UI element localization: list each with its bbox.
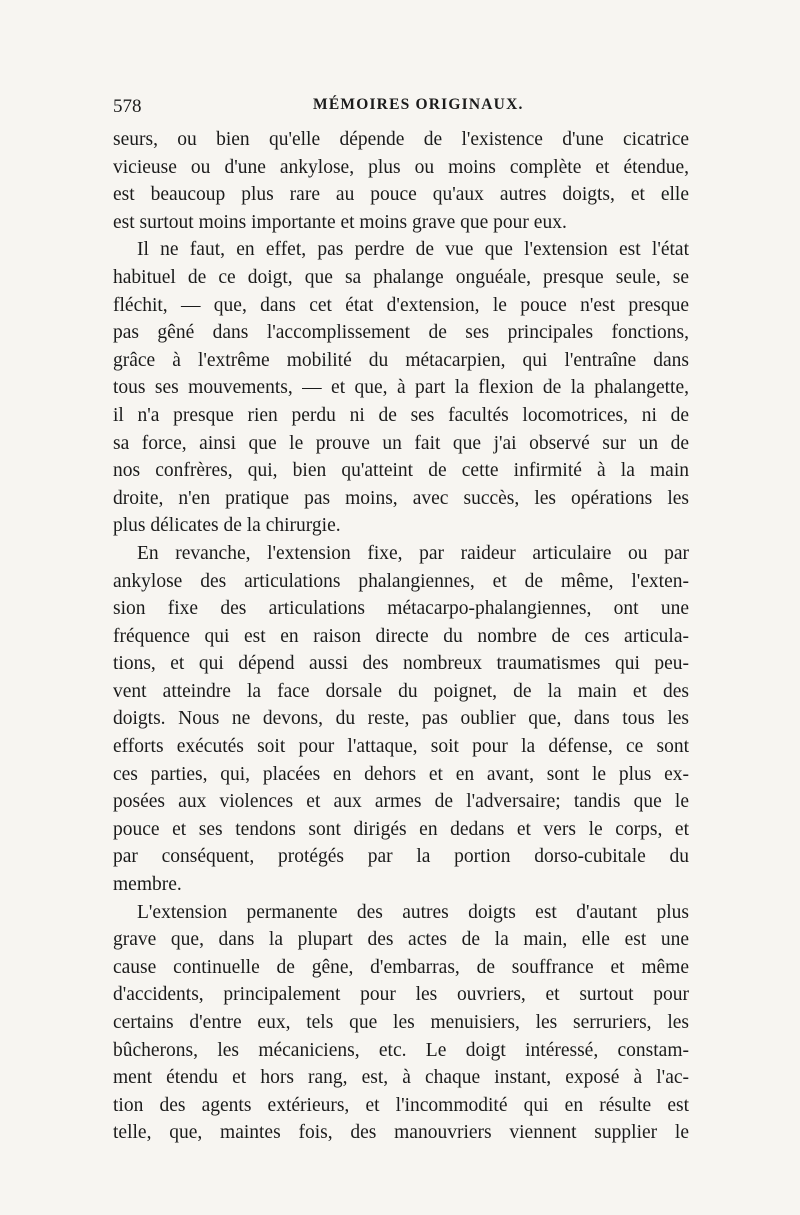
paragraph (113, 126, 689, 236)
text-line: tion des agents extérieurs, et l'incommodité qui en résulte est (113, 1094, 689, 1116)
text-line: sa force, ainsi que le prouve un fait que j'ai observé sur un de (113, 432, 689, 454)
text-line: tions, et qui dépend aussi des nombreux traumatismes qui peu- (113, 653, 689, 675)
text-line: d'accidents, principalement pour les ouvriers, et surtout pour (113, 984, 689, 1006)
text-line: droite, n'en pratique pas moins, avec succès, les opérations les (113, 487, 689, 509)
text-line: fréquence qui est en raison directe du nombre de ces articula- (113, 625, 689, 647)
text-line: habituel de ce doigt, que sa phalange onguéale, presque seule, se (113, 266, 689, 288)
running-title: MÉMOIRES ORIGINAUX. (313, 96, 524, 113)
text-line: telle, que, maintes fois, des manouvriers viennent supplier le (113, 1122, 689, 1144)
text-line: plus délicates de la chirurgie. (113, 515, 341, 537)
text-line: efforts exécutés soit pour l'attaque, soit pour la défense, ce sont (113, 736, 689, 758)
text-line: doigts. Nous ne devons, du reste, pas oublier que, dans tous les (113, 708, 689, 730)
text-line: ment étendu et hors rang, est, à chaque instant, exposé à l'ac- (113, 1067, 689, 1089)
body-text (113, 126, 689, 1147)
text-line: nos confrères, qui, bien qu'atteint de cette infirmité à la main (113, 460, 689, 482)
text-line: vicieuse ou d'une ankylose, plus ou moins complète et étendue, (113, 156, 689, 178)
text-line: posées aux violences et aux armes de l'adversaire; tandis que le (113, 791, 689, 813)
text-line: certains d'entre eux, tels que les menuisiers, les serruriers, les (113, 1012, 689, 1033)
text-line: L'extension permanente des autres doigts est d'autant plus (137, 901, 689, 923)
paragraph (113, 236, 689, 540)
text-line: pouce et ses tendons sont dirigés en dedans et vers le corps, et (113, 818, 689, 840)
text-line: sion fixe des articulations métacarpo-phalangiennes, ont une (113, 598, 689, 620)
text-line: est beaucoup plus rare au pouce qu'aux autres doigts, et elle (113, 184, 689, 206)
text-line: membre. (113, 874, 182, 896)
text-line: bûcherons, les mécaniciens, etc. Le doigt intéressé, constam- (113, 1039, 689, 1061)
text-line: seurs, ou bien qu'elle dépende de l'existence d'une cicatrice (113, 129, 689, 150)
text-line: est surtout moins importante et moins grave que pour eux. (113, 211, 567, 233)
text-line: pas gêné dans l'accomplissement de ses principales fonctions, (113, 322, 689, 344)
paragraph (113, 540, 689, 899)
text-line: grâce à l'extrême mobilité du métacarpien, qui l'entraîne dans (113, 349, 689, 371)
page-number: 578 (113, 96, 142, 117)
text-line: Il ne faut, en effet, pas perdre de vue que l'extension est l'état (137, 239, 689, 261)
text-line: ankylose des articulations phalangiennes, et de même, l'exten- (113, 570, 689, 592)
text-line: ces parties, qui, placées en dehors et en avant, sont le plus ex- (113, 763, 689, 785)
text-line: par conséquent, protégés par la portion dorso-cubitale du (113, 846, 689, 868)
text-line: fléchit, — que, dans cet état d'extension, le pouce n'est presque (113, 294, 689, 316)
text-line: vent atteindre la face dorsale du poignet, de la main et des (113, 680, 689, 702)
text-line: il n'a presque rien perdu ni de ses facultés locomotrices, ni de (113, 404, 689, 426)
text-line: En revanche, l'extension fixe, par raideur articulaire ou par (137, 542, 689, 564)
text-line: grave que, dans la plupart des actes de la main, elle est une (113, 929, 689, 951)
text-line: tous ses mouvements, — et que, à part la flexion de la phalangette, (113, 377, 689, 399)
paragraph (113, 899, 689, 1147)
running-head (113, 96, 689, 122)
text-line: cause continuelle de gêne, d'embarras, de souffrance et même (113, 956, 689, 978)
